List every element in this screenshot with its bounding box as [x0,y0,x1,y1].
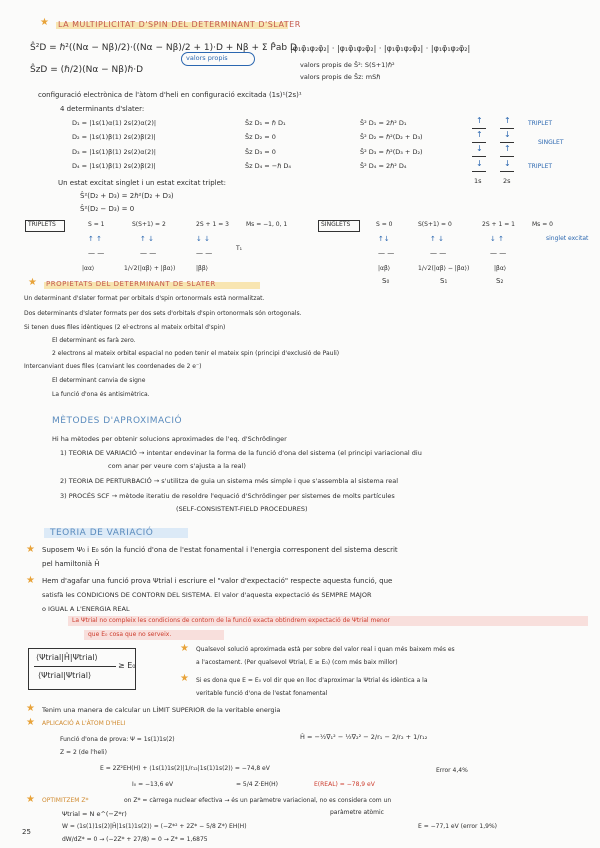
sz-equation: ŜzD = (ℏ/2)(Nα − Nβ)ℏ·D [30,65,144,75]
trip-ms: Ms = −1, 0, 1 [246,221,288,228]
det-4-s2: Ŝ² D₄ = 2ℏ² D₄ [360,162,407,170]
star-icon: ★ [26,703,35,714]
down-arrow-icon: ↓ [476,159,483,168]
sing-ms: Ms = 0 [532,221,553,228]
level-lines: — — [140,249,157,257]
list-item: 2 electrons al mateix orbital espacial no poden tenir el mateix spin (principi d'exclusió de Pauli) [52,350,340,357]
section-title-propietats: PROPIETATS DEL DETERMINANT DE SLATER [46,280,216,288]
opt-note-1: on Z* = càrrega nuclear efectiva → és un paràmetre variacional, no es considera com un [124,797,392,804]
determinant-list: |φ₁φ̄₁φ₂φ̄₂| · |φ₁φ̄₁φ₂φ̄₂| · |φ₁φ̄₁φ₂φ̄₂| · |φ₁φ̄₁φ₂φ̄₂| [290,44,471,53]
methods-intro: Hi ha mètodes per obtenir solucions aproximades de l'eq. d'Schrödinger [52,435,287,443]
det-3-sz: Ŝz D₃ = 0 [245,148,276,156]
page-number: 25 [22,828,31,836]
app-title: APLICACIÓ A L'ÀTOM D'HELI [42,720,126,727]
app-i0: I₀ = −13,6 eV [132,781,174,788]
section-title-multiplicitat: LA MULTIPLICITAT D'SPIN DEL DETERMINANT D'SLATER [58,20,301,29]
var-1b: pel hamiltonià Ĥ [42,560,100,568]
up-arrow-icon: ↑ ↑ [88,235,102,243]
t1-label: T₁ [236,245,243,252]
app-hamiltonian: Ĥ = −½∇₁² − ½∇₂² − 2/r₁ − 2/r₂ + 1/r₁₂ [300,733,428,741]
var-2b: satisfà les CONDICIONS DE CONTORN DEL SISTEMA. El valor d'aquesta expectació és SEMPRE MAJOR [42,591,372,599]
var-1a: Suposem Ψ₀ i E₀ són la funció d'ona de l'estat fonamental i l'energia corresponent del sistema descrit [42,546,398,554]
valors-propis-label: valors propis [186,54,228,62]
level-lines: — — [430,249,447,257]
ineq-note-1: Qualsevol solució aproximada està per sobre del valor real i quan més baixem més es [196,646,455,653]
list-item: El determinant canvia de signe [52,377,146,384]
star-icon: ★ [180,643,189,654]
app-integral: = 5/4 Z·EH(H) [236,781,279,788]
det-3-s2: Ŝ² D₃ = ℏ²(D₃ + D₂) [360,148,423,156]
down-arrow-icon: ↓ [504,159,511,168]
var-red-1: La Ψtrial no compleix les condicions de contorn de la funció exacta obtindrem expectació de Ψtrial menor [72,617,390,624]
star-icon: ★ [26,717,35,728]
star-icon: ★ [26,575,35,586]
star-icon: ★ [28,277,37,288]
up-arrow-icon: ↑↓ [378,235,390,243]
config-note: configuració electrònica de l'àtom d'heli en configuració excitada (1s)¹(2s)¹ [38,91,302,99]
level-lines: — — [490,249,507,257]
level-lines: — — [88,249,105,257]
up-arrow-icon: ↑ [476,130,483,139]
ineq-note-4: veritable funció d'ona de l'estat fonamental [196,690,328,697]
up-arrow-icon: ↑ [476,116,483,125]
triplet-tag-1: TRIPLET [528,120,553,127]
section-title-metodes: MÈTODES D'APROXIMACIÓ [52,416,183,426]
up-arrow-icon: ↓ ↑ [490,235,504,243]
app-error: Error 4,4% [436,767,468,774]
sing-ket-2: 1/√2(|αβ⟩ − |βα⟩) [418,265,470,272]
list-item: Intercanviant dues files (canviant les coordenades de 2 e⁻) [24,363,202,370]
section-title-variacio: TEORIA DE VARIACIÓ [50,528,154,538]
trip-ss1: S(S+1) = 2 [132,221,166,228]
star-icon: ★ [26,544,35,555]
triplets-label: TRIPLETS [28,221,56,228]
singlets-label: SINGLETS [321,221,351,228]
up-arrow-icon: ↑ [504,144,511,153]
star-icon: ★ [26,794,35,805]
ineq-rhs: ≥ E₀ [118,661,136,670]
list-item: 1) TEORIA DE VARIACIÓ → intentar endevinar la forma de la funció d'ona del sistema (el principi variacional diu [60,449,422,457]
down-arrow-icon: ↓ [504,130,511,139]
up-arrow-icon: ↑ ↓ [430,235,444,243]
triplet-tag-2: TRIPLET [528,163,553,170]
sing-ket-1: |αβ⟩ [378,265,391,272]
list-item: com anar per veure com s'ajusta a la real) [108,462,246,470]
ineq-note-2: a l'acostament. (Per qualsevol Ψtrial, E ≥ E₀) (com més baix millor) [196,659,398,666]
list-item: Un determinant d'slater format per orbitals d'spin ortonormals està normalitzat. [24,295,265,302]
det-2: D₂ = |1s(1)β(1) 2s(2)β(2)| [72,133,156,141]
list-item: 2) TEORIA DE PERTURBACIÓ → s'utilitza de guia un sistema més simple i que s'assembla al sistema real [60,477,399,485]
sing-mult: 2S + 1 = 1 [482,221,515,228]
opt-note-2: paràmetre atòmic [330,809,384,816]
trip-ket-1: |αα⟩ [82,265,95,272]
s1-label: S₁ [440,277,448,285]
excited-note: Un estat excitat singlet i un estat excitat triplet: [58,179,227,187]
star-icon: ★ [40,17,49,28]
var-2c: o IGUAL A L'ENERGIA REAL [42,605,130,613]
dets-intro: 4 determinants d'slater: [60,105,145,113]
app-energy: E = 2Z²EH(H) + ⟨1s(1)1s(2)|1/r₁₂|1s(1)1s(2)⟩ = −74,8 eV [100,765,270,772]
opt-title: OPTIMITZEM Z* [42,797,89,804]
excited-eq-2: Ŝ²(D₂ − D₃) = 0 [80,205,135,213]
list-item: (SELF-CONSISTENT-FIELD PROCEDURES) [176,505,308,513]
var-red-2: que E₀ cosa que no serveix. [88,631,172,638]
app-z: Z = 2 (de l'heli) [60,749,107,756]
var-2a: Hem d'agafar una funció prova Ψtrial i escriure el "valor d'expectació" respecte aquesta funció, que [42,577,393,585]
det-4: D₄ = |1s(1)β(1) 2s(2)β(2)| [72,162,156,170]
ineq-note-3: Si es dona que E = E₀ vol dir que en lloc d'aproximar la Ψtrial és idèntica a la [196,677,428,684]
list-item: Si tenen dues files idèntiques (2 el·ectrons al mateix orbital d'spin) [24,324,226,331]
list-item: La funció d'ona és antisimètrica. [52,391,150,398]
ineq-numerator: ⟨Ψtrial|Ĥ|Ψtrial⟩ [36,653,98,662]
trip-s: S = 1 [88,221,105,228]
opt-w-result: E = −77,1 eV (error 1,9%) [418,823,497,830]
down-arrow-icon: ↓ ↓ [196,235,210,243]
singlet-tag: SINGLET [538,139,564,146]
propis-sz: valors propis de Ŝz: mSℏ [300,73,381,81]
sing-s: S = 0 [376,221,393,228]
orbital-2s-label: 2s [503,177,511,185]
s2-label: S₂ [496,277,504,285]
det-1: D₁ = |1s(1)α(1) 2s(2)α(2)| [72,119,157,127]
opt-psi: Ψtrial = N e^(−Z*r) [62,810,127,818]
var-3: Tenim una manera de calcular un LÍMIT SUPERIOR de la veritable energia [42,706,281,714]
det-1-s2: Ŝ² D₁ = 2ℏ² D₁ [360,119,407,127]
up-arrow-icon: ↑ [504,116,511,125]
det-2-s2: Ŝ² D₂ = ℏ²(D₂ + D₃) [360,133,423,141]
app-real-energy: E(REAL) = −78,9 eV [314,781,375,788]
trip-ket-3: |ββ⟩ [196,265,209,272]
det-2-sz: Ŝz D₂ = 0 [245,133,276,141]
down-arrow-icon: ↓ [476,144,483,153]
list-item: 3) PROCÉS SCF → mètode iteratiu de resoldre l'equació d'Schrödinger per sistemes de molts partícules [60,492,395,500]
opt-w: W = ⟨1s(1)1s(2)|Ĥ|1s(1)1s(2)⟩ = (−Z*² + 2Z* − 5/8 Z*) EH(H) [62,823,247,830]
det-3: D₃ = |1s(1)β(1) 2s(2)α(2)| [72,148,156,156]
s0-label: S₀ [382,277,390,285]
trip-mult: 2S + 1 = 3 [196,221,229,228]
ineq-denominator: ⟨Ψtrial|Ψtrial⟩ [38,671,92,680]
app-trial-function: Funció d'ona de prova: Ψ = 1s(1)1s(2) [60,736,175,743]
list-item: Dos determinants d'slater formats per dos sets d'orbitals d'spin ortonormals són ortogonals. [24,310,302,317]
det-1-sz: Ŝz D₁ = ℏ D₁ [245,119,286,127]
up-arrow-icon: ↑ ↓ [140,235,154,243]
propis-s2: valors propis de Ŝ²: S(S+1)ℏ² [300,61,395,69]
level-lines: — — [196,249,213,257]
det-4-sz: Ŝz D₄ = −ℏ D₄ [245,162,292,170]
singlet-excited-label: singlet excitat [546,235,589,242]
level-lines: — — [378,249,395,257]
trip-ket-2: 1/√2(|αβ⟩ + |βα⟩) [124,265,176,272]
opt-derivative: dW/dZ* = 0 → (−2Z* + 27/8) = 0 → Z* = 1,6875 [62,836,208,843]
orbital-1s-label: 1s [474,177,482,185]
star-icon: ★ [180,673,189,684]
sing-ss1: S(S+1) = 0 [418,221,452,228]
excited-eq-1: Ŝ²(D₂ + D₃) = 2ℏ²(D₂ + D₃) [80,192,174,200]
s2-equation: Ŝ²D = ℏ²((Nα − Nβ)/2)·((Nα − Nβ)/2 + 1)·D + Nβ + Σ P̂ab D [30,43,297,53]
sing-ket-3: |βα⟩ [494,265,507,272]
list-item: El determinant es farà zero. [52,337,136,344]
